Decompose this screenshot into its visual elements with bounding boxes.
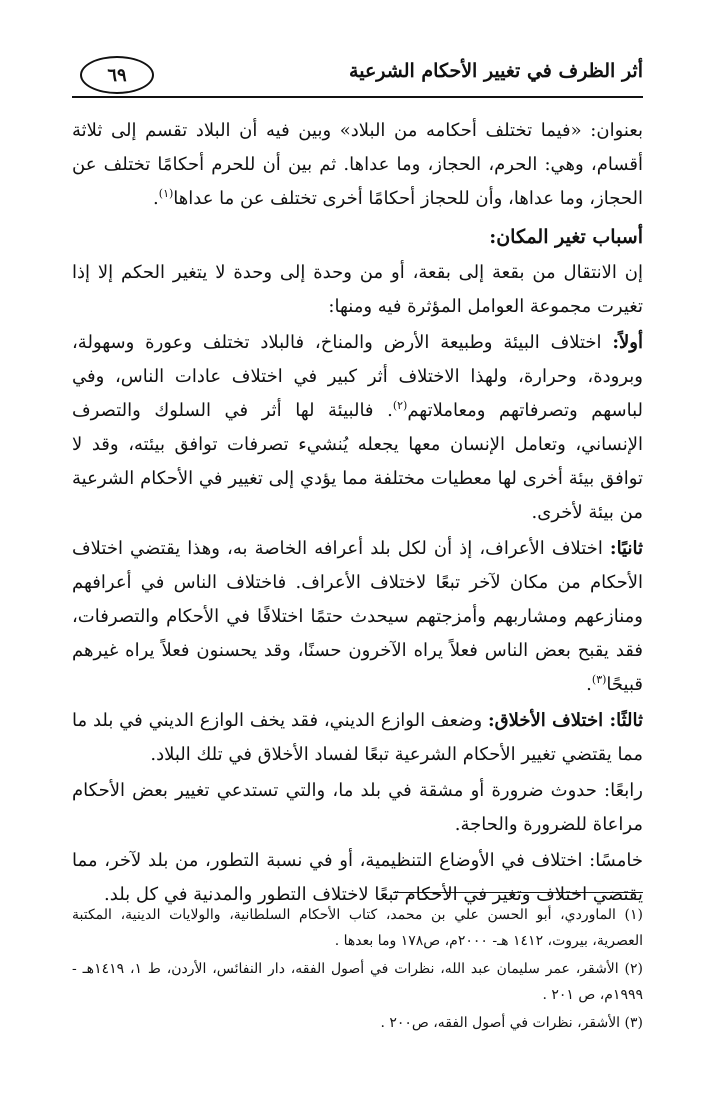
footnote-ref: (٣) [591,673,607,686]
paragraph-text: اختلاف الأعراف، إذ أن لكل بلد أعرافه الخاصة به، وهذا يقتضي اختلاف الأحكام من مكان لآخر تبعًا لاختلاف الأعراف. فاختلاف الناس في أعرافهم ومنازعهم ومشاربهم وأمزجتهم سيحدث حتمًا اختلافًا في الأحكام والتصرفات، فقد يقبح بعض الناس فعلاً يراه الآخرون حسنًا، وقد يحسنون فعلاً يراه غيرهم قبيحًا [72,538,643,695]
footnote: (٣) الأشقر، نظرات في أصول الفقه، ص٢٠٠ . [380,1015,643,1031]
paragraph [72,326,643,530]
header-title: أثر الظرف في تغيير الأحكام الشرعية [349,60,643,82]
item-lead: ثانيًا: [609,538,643,559]
paragraph [72,532,643,702]
paragraph-text: اختلاف البيئة وطبيعة الأرض والمناخ، فالبلاد تختلف وعورة وسهولة، وبرودة، وحرارة، ولهذا الاختلاف أثر كبير في اختلاف عادات الناس، وفي لباسهم وتصرفاتهم ومعاملاتهم [72,332,643,421]
paragraph-end: . [153,188,159,209]
paragraph-text: بعنوان: «فيما تختلف أحكامه من البلاد» وبين فيه أن البلاد تقسم إلى ثلاثة أقسام، وهي: الحرم، الحجاز، وما عداها. ثم بين أن للحرم أحكامًا تختلف عن الحجاز، وما عداها، وأن للحجاز أحكامًا أخرى تختلف عن ما عداها [72,120,643,209]
section-heading: أسباب تغير المكان: [489,226,643,248]
footnotes [72,902,643,1038]
body-text [72,114,643,914]
running-header [72,52,643,100]
paragraph-text: . فالبيئة لها أثر في السلوك والتصرف الإنساني، وتعامل الإنسان معها يجعله يُنشيء تصرفات توافق بيئته، وقد لا توافق بيئة أخرى لها معطيات مختلفة مما يؤدي إلى تغيير في الأحكام الشرعية من بيئة لأخرى. [72,400,643,523]
paragraph: إن الانتقال من بقعة إلى بقعة، أو من وحدة إلى وحدة لا يتغير الحكم إلا إذا تغيرت مجموعة العوامل المؤثرة فيه ومنها: [72,262,643,317]
paragraph-text: وضعف الوازع الديني، فقد يخف الوازع الديني في بلد ما مما يقتضي تغيير الأحكام الشرعية تبعًا لفساد الأخلاق في تلك البلاد. [72,710,643,765]
paragraph [72,114,643,216]
item-lead: ثالثًا: اختلاف الأخلاق: [488,710,643,731]
paragraph: رابعًا: حدوث ضرورة أو مشقة في بلد ما، والتي تستدعي تغيير بعض الأحكام مراعاة للضرورة والحاجة. [72,780,643,835]
paragraph-end: . [586,674,592,695]
footnote: (١) الماوردي، أبو الحسن علي بن محمد، كتاب الأحكام السلطانية، والولايات الدينية، المكتبة العصرية، بيروت، ١٤١٢ هـ- ٢٠٠٠م، ص١٧٨ وما بعدها . [72,907,643,949]
item-lead: أولاً: [612,332,643,353]
footnote-rule [393,892,643,893]
header-rule [72,96,643,98]
footnote-ref: (١) [158,187,174,200]
footnote-ref: (٢) [392,399,408,412]
footnote: (٢) الأشقر، عمر سليمان عبد الله، نظرات في أصول الفقه، دار النفائس، الأردن، ط ١، ١٤١٩هـ - ١٩٩٩م، ص ٢٠١ . [72,961,643,1003]
paragraph [72,704,643,772]
page-number: ٦٩ [80,56,154,94]
paragraph: خامسًا: اختلاف في الأوضاع التنظيمية، أو في نسبة التطور، من بلد لآخر، مما يقتضي اختلاف وتغير في الأحكام تبعًا لاختلاف التطور والمدنية في كل بلد. [72,850,643,905]
